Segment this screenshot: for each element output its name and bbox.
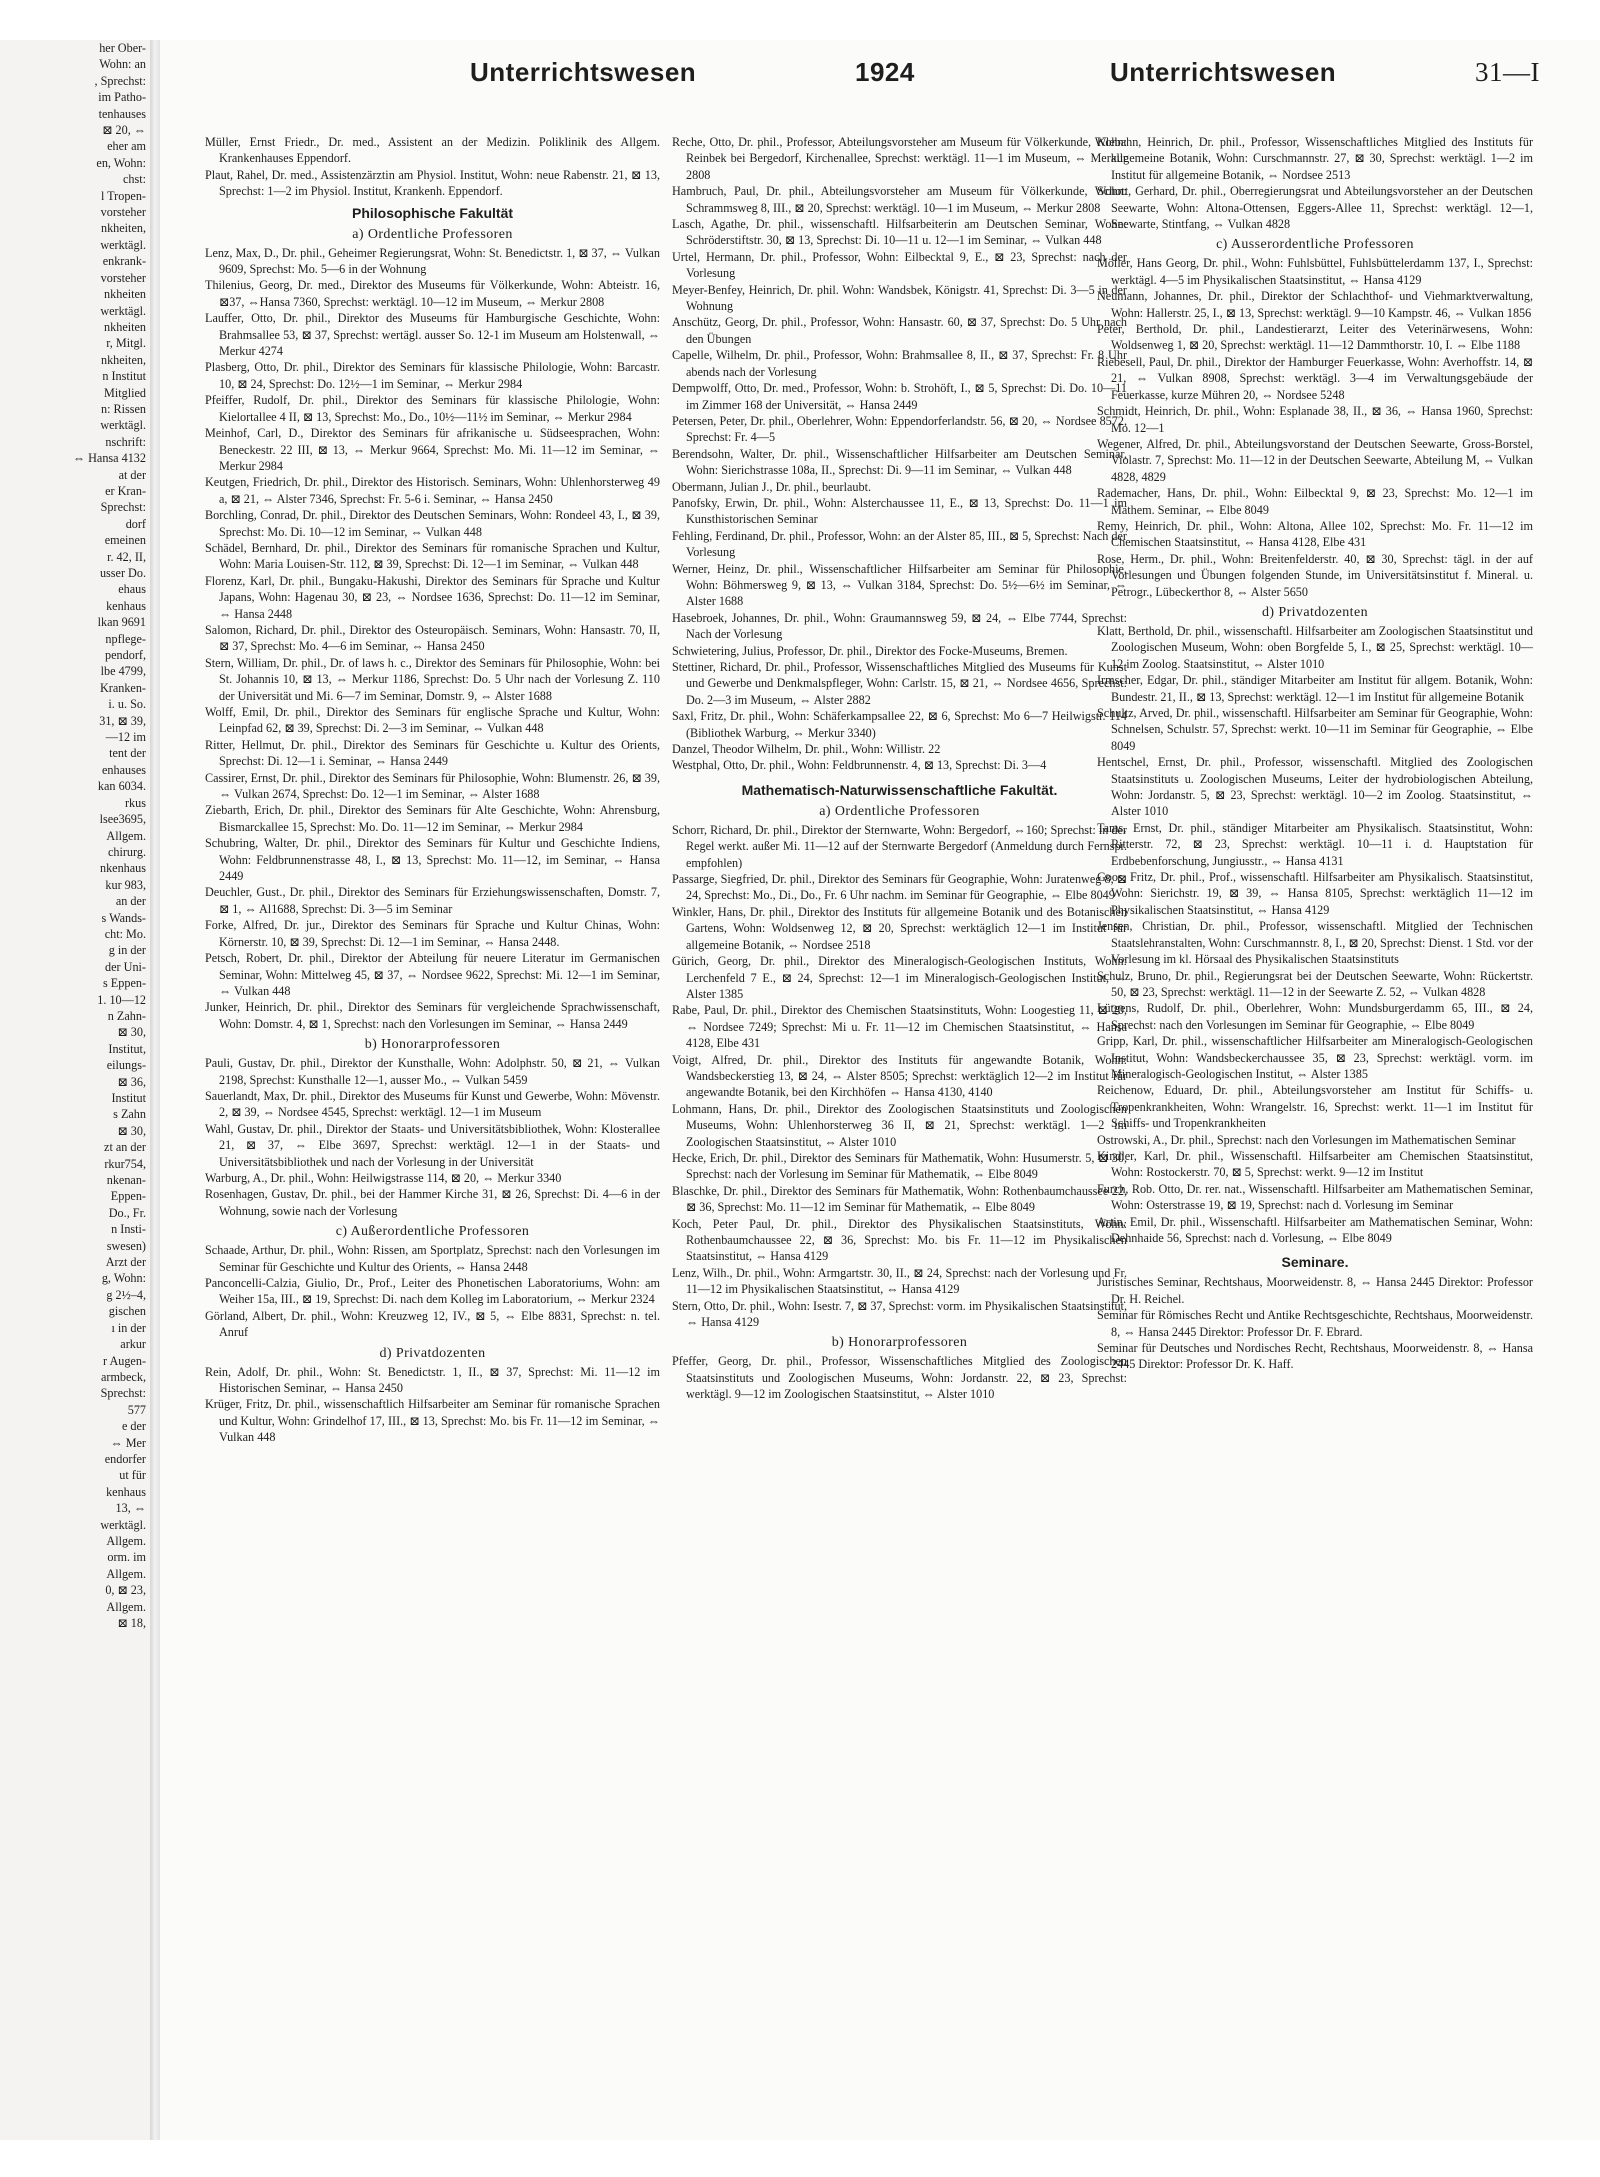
adjacent-page-fragment: her Ober- xyxy=(99,41,146,55)
directory-entry: Hecke, Erich, Dr. phil., Direktor des Seminars für Mathematik, Wohn: Husumerstr. 5, ⊠ 30, Sprechst: nach der Vorlesung im Seminar für Mathematik, ⇔ Elbe 8049 xyxy=(672,1150,1127,1182)
adjacent-page-fragment: arkur xyxy=(120,1337,146,1352)
adjacent-page-fragment: Allgem. xyxy=(106,1599,146,1614)
directory-entry: Krüger, Fritz, Dr. phil., wissenschaftlich Hilfsarbeiter am Seminar für romanische Sprachen und Kultur, Wohn: Grindelhof 17, III., ⊠ 13, Sprechst: Mo. bis Fr. 11—12 im Seminar, ⇔ Vulkan 448 xyxy=(205,1397,660,1445)
directory-entry: Lenz, Wilh., Dr. phil., Wohn: Armgartstr. 30, II., ⊠ 24, Sprechst: nach der Vorlesung und Fr. 11—12 im Physikalischen Staatsinstitut, ⇔ Hansa 4129 xyxy=(672,1265,1127,1297)
directory-entry: Schultz, Arved, Dr. phil., wissenschaftl. Hilfsarbeiter am Seminar für Geographie, Wohn: Schnelsen, Schulstr. 57, Sprechst: werkt. 10—11 im Seminar für Geographie, ⇔ Elbe 8049 xyxy=(1097,706,1533,753)
adjacent-page-fragment: ehaus xyxy=(118,582,146,597)
directory-entry: Görland, Albert, Dr. phil., Wohn: Kreuzweg 12, IV., ⊠ 5, ⇔ Elbe 8831, Sprechst: n. tel. Anruf xyxy=(205,1308,660,1340)
section-heading: d) Privatdozenten xyxy=(1262,604,1368,620)
directory-entry: Hentschel, Ernst, Dr. phil., Professor, wissenschaftl. Mitglied des Zoologischen Staatsinstituts u. Zoologischen Museums, Leiter der hydrobiologischen Abteilung, Wohn: Jordanstr. 5, ⊠ 23, Sprechst: werktägl. 10—2 im Zoolog. Staatsinstitut, ⇔ Alster 1010 xyxy=(1097,755,1533,819)
adjacent-page-fragment: ı in der xyxy=(111,1320,146,1335)
section-heading: c) Ausserordentliche Professoren xyxy=(1216,237,1414,253)
adjacent-page-fragment: nkenan- xyxy=(106,1173,146,1188)
adjacent-page-fragment: lkan 9691 xyxy=(97,615,146,630)
directory-entry: Müller, Ernst Friedr., Dr. med., Assistent an der Medizin. Poliklinik des Allgem. Krankenhauses Eppendorf. xyxy=(205,135,660,166)
directory-entry: Ritter, Hellmut, Dr. phil., Direktor des Seminars für Geschichte u. Kultur des Orients, Sprechst: Di. 12—1 i. Seminar, ⇔ Hansa 2449 xyxy=(205,737,660,769)
directory-entry: Salomon, Richard, Dr. phil., Direktor des Osteuropäisch. Seminars, Wohn: Hansastr. 70, II, ⊠ 37, Sprechst: Mo. 4—6 im Seminar, ⇔ Hansa 2450 xyxy=(205,622,660,654)
directory-entry: Schmidt, Heinrich, Dr. phil., Wohn: Esplanade 38, II., ⊠ 36, ⇔ Hansa 1960, Sprechst: Mo. 12—1 xyxy=(1097,404,1533,435)
section-heading: a) Ordentliche Professoren xyxy=(352,226,513,242)
directory-entry: Plaut, Rahel, Dr. med., Assistenzärztin am Physiol. Institut, Wohn: neue Rabenstr. 21, ⊠ 13, Sprechst: 1—2 im Physiol. Institut, Krankenh. Eppendorf. xyxy=(205,167,660,199)
adjacent-page-fragment: 13, ⇔ xyxy=(115,1501,146,1516)
directory-entry: Meinhof, Carl, D., Direktor des Seminars für afrikanische u. Südseesprachen, Wohn: Beneckestr. 22 III, ⊠ 13, ⇔ Merkur 9664, Sprechst: Mo. Mi. 11—12 im Seminar, ⇔ Merkur 2984 xyxy=(205,426,660,473)
directory-entry: Danzel, Theodor Wilhelm, Dr. phil., Wohn: Willistr. 22 xyxy=(672,742,941,757)
adjacent-page-fragment: ⇔ Hansa 4132 xyxy=(72,451,146,466)
adjacent-page-fragment: r Augen- xyxy=(103,1353,146,1368)
adjacent-page-fragment: n: Rissen xyxy=(100,401,146,416)
directory-entry: Koch, Peter Paul, Dr. phil., Direktor des Physikalischen Staatsinstituts, Wohn: Rothenbaumchaussee 22, ⊠ 36, Sprechst: Mo. bis Fr. 11—12 im Physikalischen Staatsinstitut, ⇔ Hansa 4129 xyxy=(672,1216,1127,1264)
adjacent-page-fragment: e der xyxy=(121,1419,146,1434)
directory-entry: Schorr, Richard, Dr. phil., Direktor der Sternwarte, Wohn: Bergedorf, ⇔160; Sprechst: in der Regel werkt. außer Mi. 11—12 auf der Sternwarte Bergedorf (Anmeldung durch Fernspr. empfohlen) xyxy=(672,822,1127,870)
directory-entry: Hambruch, Paul, Dr. phil., Abteilungsvorsteher am Museum für Völkerkunde, Wohn: Schrammsweg 8, III., ⊠ 20, Sprechst: werktägl. 10—1 im Museum, ⇔ Merkur 2808 xyxy=(672,184,1127,215)
adjacent-page-fragment: werktägl. xyxy=(100,418,146,433)
adjacent-page-fragment: n Zahn- xyxy=(107,1008,146,1023)
adjacent-page-fragment: , Sprechst: xyxy=(94,73,146,88)
adjacent-page-fragment: eher am xyxy=(107,139,146,154)
directory-entry: Florenz, Karl, Dr. phil., Bungaku-Hakushi, Direktor des Seminars für Sprache und Kultur Japans, Wohn: Hagenau 30, ⊠ 23, ⇔ Nordsee 1636, Sprechst: Do. 11—12 im Seminar, ⇔ Hansa 2448 xyxy=(205,573,660,621)
directory-entry: Furch, Rob. Otto, Dr. rer. nat., Wissenschaftl. Hilfsarbeiter am Mathematischen Seminar, Wohn: Osterstrasse 19, ⊠ 19, Sprechst: nach d. Vorlesung im Seminar xyxy=(1097,1181,1533,1213)
running-header-left: Unterrichtswesen xyxy=(470,57,697,87)
adjacent-page-fragment: s Eppen- xyxy=(103,976,146,991)
directory-entry: Möller, Hans Georg, Dr. phil., Wohn: Fuhlsbüttel, Fuhlsbüttelerdamm 137, I., Sprechst: werktägl. 4—5 im Physikalischen Staatsinstitut, ⇔ Hansa 4129 xyxy=(1097,256,1533,287)
directory-entry: Ziebarth, Erich, Dr. phil., Direktor des Seminars für Alte Geschichte, Wohn: Ahrensburg, Bismarckallee 15, Sprechst: Mo. Do. 11—12 im Seminar, ⇔ Merkur 2984 xyxy=(205,803,660,834)
directory-entry: Sauerlandt, Max, Dr. phil., Direktor des Museums für Kunst und Gewerbe, Wohn: Mövenstr. 2, ⊠ 39, ⇔ Nordsee 4545, Sprechst: werktägl. 12—1 im Museum xyxy=(205,1088,660,1120)
adjacent-page-fragment: armbeck, xyxy=(100,1369,146,1384)
directory-entry: Gripp, Karl, Dr. phil., wissenschaftlicher Hilfsarbeiter am Mineralogisch-Geologischen Institut, Wohn: Wandsbeckerchaussee 35, ⊠ 23, Sprechst: werktägl. vorm. im Mineralogisch-Geologischen Institut, ⇔ Alster 1385 xyxy=(1097,1034,1533,1081)
adjacent-page-fragment: Allgem. xyxy=(106,1533,146,1548)
directory-entry: Lauffer, Otto, Dr. phil., Direktor des Museums für Hamburgische Geschichte, Wohn: Brahmsallee 53, ⊠ 37, Sprechst: wertägl. ausser So. 12-1 im Museum am Holstenwall, ⇔ Merkur 4274 xyxy=(205,311,660,359)
directory-entry: Keutgen, Friedrich, Dr. phil., Direktor des Historisch. Seminars, Wohn: Uhlenhorsterweg 49 a, ⊠ 21, ⇔ Alster 7346, Sprechst: Fr. 5-6 i. Seminar, ⇔ Hansa 2450 xyxy=(205,475,660,506)
adjacent-page-fragment: r. 42, II, xyxy=(107,549,146,564)
directory-entry: Stettiner, Richard, Dr. phil., Professor, Wissenschaftliches Mitglied des Museums für Kunst und Gewerbe und Denkmalspfleger, Wohn: Carlstr. 15, ⊠ 21, ⇔ Nordsee 4656, Sprechst: Do. 2—3 im Museum, ⇔ Alster 2882 xyxy=(672,660,1127,707)
adjacent-page-fragment: Allgem. xyxy=(106,1566,146,1581)
directory-entry: Petsch, Robert, Dr. phil., Direktor der Abteilung für neuere Literatur im Germanischen Seminar, Wohn: Mittelweg 45, ⊠ 37, ⇔ Nordsee 9622, Sprechst: Mi. 12—1 im Seminar, ⇔ Vulkan 448 xyxy=(205,951,660,998)
adjacent-page-fragment: enhauses xyxy=(102,762,146,777)
directory-entry: Capelle, Wilhelm, Dr. phil., Professor, Wohn: Brahmsallee 8, II., ⊠ 37, Sprechst: Fr. 8 Uhr abends nach der Vorlesung xyxy=(672,348,1127,379)
directory-entry: Riebesell, Paul, Dr. phil., Direktor der Hamburger Feuerkasse, Wohn: Averhoffstr. 14, ⊠ 21, ⇔ Vulkan 8908, Sprechst: werktägl. 3—4 im Verwaltungsgebäude der Feuerkasse, kurze Mühren 20, ⇔ Nordsee 5248 xyxy=(1097,354,1533,402)
adjacent-page-fragment: 31, ⊠ 39, xyxy=(99,713,146,728)
adjacent-page-fragment: werktägl. xyxy=(100,303,146,318)
adjacent-page-fragment: Arzt der xyxy=(105,1255,146,1270)
directory-entry: Schaade, Arthur, Dr. phil., Wohn: Rissen, am Sportplatz, Sprechst: nach den Vorlesungen im Seminar für Geschichte und Kultur des Orients, ⇔ Hansa 2448 xyxy=(205,1243,660,1274)
adjacent-page-fragment: chst: xyxy=(122,172,146,187)
adjacent-page-fragment: l Tropen- xyxy=(100,188,146,203)
directory-entry: Goos, Fritz, Dr. phil., Prof., wissenschaftl. Hilfsarbeiter am Physikalisch. Staatsinstitut, Wohn: Sierichstr. 19, ⊠ 39, ⇔ Hansa 8105, Sprechst: werktäglich 11—12 im Physikalischen Staatsinstitut, ⇔ Hansa 4129 xyxy=(1097,870,1533,917)
directory-entry: Reichenow, Eduard, Dr. phil., Abteilungsvorsteher am Institut für Schiffs- u. Tropenkrankheiten, Wohn: Wrangelstr. 16, Sprechst: werkt. 11—1 im Institut für Schiffs- und Tropenkrankheiten xyxy=(1097,1083,1533,1131)
directory-entry: Meyer-Benfey, Heinrich, Dr. phil. Wohn: Wandsbek, Königstr. 41, Sprechst: Di. 3—5 in der Wohnung xyxy=(672,282,1127,314)
directory-entry: Gürich, Georg, Dr. phil., Direktor des Mineralogisch-Geologischen Instituts, Wohn: Lerchenfeld 7 E., ⊠ 24, Sprechst: 12—1 im Mineralogisch-Geologischen Institut, ⇔ Alster 1385 xyxy=(672,954,1127,1001)
adjacent-page-fragment: Kranken- xyxy=(99,680,146,695)
adjacent-page-fragment: n Insti- xyxy=(111,1222,146,1237)
adjacent-page-fragment: n Institut xyxy=(102,369,146,384)
directory-entry: Seminar für Deutsches und Nordisches Recht, Rechtshaus, Moorweidenstr. 8, ⇔ Hansa 2445 Direktor: Professor Dr. K. Haff. xyxy=(1097,1341,1533,1372)
adjacent-page-fragment: dorf xyxy=(125,516,146,531)
directory-entry: Jensen, Christian, Dr. phil., Professor, wissenschaftl. Mitglied der Technischen Staatslehranstalten, Wohn: Curschmannstr. 8, I., ⊠ 20, Sprechst: Dienst. 1 Std. vor der Vorlesung im kl. Hörsaal des Physikalischen Staatsinstituts xyxy=(1097,919,1533,967)
section-heading: a) Ordentliche Professoren xyxy=(819,803,980,819)
adjacent-page-fragment: nkheiten xyxy=(104,287,146,302)
directory-entry: Thilenius, Georg, Dr. med., Direktor des Museums für Völkerkunde, Wohn: Abteistr. 16, ⊠37, ⇔Hansa 7360, Sprechst: werktägl. 10—12 im Museum, ⇔ Merkur 2808 xyxy=(205,278,660,309)
directory-entry: Schwietering, Julius, Professor, Dr. phil., Direktor des Focke-Museums, Bremen. xyxy=(672,643,1068,658)
directory-entry: Werner, Heinz, Dr. phil., Wissenschaftlicher Hilfsarbeiter am Seminar für Philosophie, Wohn: Böhmersweg 9, ⊠ 13, ⇔ Vulkan 3184, Sprechst: Do. 5½—6½ im Seminar, ⇔ Alster 1688 xyxy=(672,561,1127,609)
adjacent-page-fragment: s Zahn xyxy=(113,1107,146,1122)
adjacent-page-fragment: nkheiten xyxy=(104,319,146,334)
directory-entry: Hasebroek, Johannes, Dr. phil., Wohn: Graumannsweg 59, ⊠ 24, ⇔ Elbe 7744, Sprechst: Nach der Vorlesung xyxy=(672,610,1127,642)
adjacent-page-fragment: kenhaus xyxy=(106,1484,146,1499)
adjacent-page-fragment: nkheiten, xyxy=(100,221,146,236)
adjacent-page-fragment: at der xyxy=(118,467,146,482)
adjacent-page-fragment: g 2½–4, xyxy=(106,1287,146,1302)
adjacent-page-fragment: 0, ⊠ 23, xyxy=(105,1583,146,1598)
section-heading: Philosophische Fakultät xyxy=(351,204,514,221)
section-heading: d) Privatdozenten xyxy=(379,1345,486,1361)
directory-entry: Borchling, Conrad, Dr. phil., Direktor des Deutschen Seminars, Wohn: Rondeel 43, I., ⊠ 39, Sprechst: Mo. Di. 10—12 im Seminar, ⇔ Vulkan 448 xyxy=(205,508,660,539)
adjacent-page-fragment: g, Wohn: xyxy=(101,1271,146,1286)
directory-entry: Stern, William, Dr. phil., Dr. of laws h. c., Direktor des Seminars für Philosophie, Wohn: bei St. Johannis 10, ⊠ 13, ⇔ Merkur 1186, Sprechst: Do. 5 Uhr nach der Vorlesung Z. 110 der Universität und Mi. 6—7 im Seminar, Domstr. 9, ⇔ Alster 1688 xyxy=(205,655,660,703)
directory-entry: Deuchler, Gust., Dr. phil., Direktor des Seminars für Erziehungswissenschaften, Domstr. 7, ⊠ 1, ⇔ Al1688, Sprechst: Di. 3—5 im Seminar xyxy=(205,885,660,916)
adjacent-page-fragment: eilungs- xyxy=(106,1058,146,1073)
directory-entry: Winkler, Hans, Dr. phil., Direktor des Instituts für allgemeine Botanik und des Botanischen Gartens, Wohn: Woldsenweg 12, ⊠ 20, Sprechst: werktäglich 12—1 im Institut für allgemeine Botanik, ⇔ Nordsee 2518 xyxy=(672,904,1127,952)
directory-entry: Reche, Otto, Dr. phil., Professor, Abteilungsvorsteher am Museum für Völkerkunde, Wohn: Reinbek bei Bergedorf, Kirchenallee, Sprechst: werktägl. 11—1 im Museum, ⇔ Merkur 2808 xyxy=(672,135,1127,182)
adjacent-page-fragment: vorsteher xyxy=(100,270,146,285)
directory-entry: Lasch, Agathe, Dr. phil., wissenschaftl. Hilfsarbeiterin am Deutschen Seminar, Wohn: Schröderstiftstr. 30, ⊠ 13, Sprechst: Di. 10—11 u. 12—1 im Seminar, ⇔ Vulkan 448 xyxy=(672,217,1127,248)
directory-entry: Remy, Heinrich, Dr. phil., Wohn: Altona, Allee 102, Sprechst: Mo. Fr. 11—12 im Chemischen Staatsinstitut, ⇔ Hansa 4128, Elbe 431 xyxy=(1097,518,1533,550)
adjacent-page-fragment: nkheiten, xyxy=(100,352,146,367)
section-heading: b) Honorarprofessoren xyxy=(831,1335,968,1351)
adjacent-page-fragment: ⊠ 30, xyxy=(117,1025,146,1040)
adjacent-page-fragment: werktägl. xyxy=(100,237,146,252)
adjacent-page-fragment: ⊠ 36, xyxy=(117,1074,146,1089)
adjacent-page-fragment: 1. 10—12 xyxy=(97,992,146,1007)
adjacent-page-fragment: ⊠ 18, xyxy=(117,1616,146,1630)
adjacent-page-fragment: er Kran- xyxy=(105,483,146,498)
directory-entry: Berendsohn, Walter, Dr. phil., Wissenschaftlicher Hilfsarbeiter am Deutschen Seminar, Wohn: Sierichstrasse 108a, II., Sprechst: Di. 9—11 im Seminar, ⇔ Vulkan 448 xyxy=(672,446,1127,478)
directory-entry: Plasberg, Otto, Dr. phil., Direktor des Seminars für klassische Philologie, Wohn: Barcastr. 10, ⊠ 24, Sprechst: Do. 12½—1 im Seminar, ⇔ Merkur 2984 xyxy=(205,360,660,391)
directory-entry: Rose, Herm., Dr. phil., Wohn: Breitenfelderstr. 40, ⊠ 30, Sprechst: tägl. in der auf Vorlesungen und Übungen folgenden Stunde, im Universitätsinstitut f. Mineral. u. Petrogr., Lübeckerthor 8, ⇔ Alster 5650 xyxy=(1097,551,1533,599)
adjacent-page-fragment: 577 xyxy=(127,1402,146,1417)
adjacent-page-fragment: nkenhaus xyxy=(99,861,146,876)
adjacent-page-fragment: cht: Mo. xyxy=(104,926,146,941)
directory-entry: Panofsky, Erwin, Dr. phil., Wohn: Alsterchaussee 11, E., ⊠ 13, Sprechst: Do. 11—1 im Kunsthistorischen Seminar xyxy=(672,495,1127,527)
directory-entry: Rabe, Paul, Dr. phil., Direktor des Chemischen Staatsinstituts, Wohn: Loogestieg 11, ⊠ 20, ⇔ Nordsee 7249; Sprechst: Mi u. Fr. 11—12 im Chemischen Staatsinstitut, ⇔ Hansa 4128, Elbe 431 xyxy=(672,1003,1127,1051)
directory-entry: Westphal, Otto, Dr. phil., Wohn: Feldbrunnenstr. 4, ⊠ 13, Sprechst: Di. 3—4 xyxy=(672,758,1047,773)
directory-entry: Rademacher, Hans, Dr. phil., Wohn: Eilbecktal 9, ⊠ 23, Sprechst: Mo. 12—1 im Mathem. Seminar, ⇔ Elbe 8049 xyxy=(1097,486,1533,517)
text-column-3 xyxy=(1097,134,1533,1373)
adjacent-page-fragment: enkrank- xyxy=(102,254,146,269)
adjacent-page-fragment: —12 im xyxy=(105,730,146,745)
adjacent-page-fragment: Do., Fr. xyxy=(108,1205,146,1220)
directory-entry: Kindler, Karl, Dr. phil., Wissenschaftl. Hilfsarbeiter am Chemischen Staatsinstitut, Wohn: Rostockerstr. 70, ⊠ 5, Sprechst: werkt. 9—12 im Institut xyxy=(1097,1148,1533,1180)
directory-entry: Klatt, Berthold, Dr. phil., wissenschaftl. Hilfsarbeiter am Zoologischen Staatsinstitut und Zoologischen Museum, Wohn: oben Borgfelde 5, I., ⊠ 25, Sprechst: werktägl. 10—12 im Zoolog. Staatsinstitut, ⇔ Alster 1010 xyxy=(1097,623,1533,671)
directory-entry: Schott, Gerhard, Dr. phil., Oberregierungsrat und Abteilungsvorsteher an der Deutschen Seewarte, Wohn: Altona-Ottensen, Eggers-Allee 11, Sprechst: werktägl. 12—1, Seewarte, Stintfang, ⇔ Vulkan 4828 xyxy=(1097,184,1533,232)
adjacent-page-fragment: kenhaus xyxy=(106,598,146,613)
adjacent-page-fragment: Sprechst: xyxy=(100,1386,146,1401)
adjacent-page-fragment: an der xyxy=(115,894,146,909)
directory-entry: Petersen, Peter, Dr. phil., Oberlehrer, Wohn: Eppendorferlandstr. 56, ⊠ 20, ⇔ Nordsee 8572, Sprechst: Fr. 4—5 xyxy=(672,413,1127,445)
adjacent-page-fragment: Mitglied xyxy=(104,385,146,400)
directory-entry: Lütgens, Rudolf, Dr. phil., Oberlehrer, Wohn: Mundsburgerdamm 65, III., ⊠ 24, Sprechst: nach den Vorlesungen im Seminar für Geographie, ⇔ Elbe 8049 xyxy=(1097,1001,1533,1032)
directory-entry: Blaschke, Dr. phil., Direktor des Seminars für Mathematik, Wohn: Rothenbaumchaussee 22, ⊠ 36, Sprechst: Mo. 11—12 im Seminar für Mathematik, ⇔ Elbe 8049 xyxy=(672,1183,1127,1215)
adjacent-page-fragment: en, Wohn: xyxy=(96,155,146,170)
section-heading: Mathematisch-Naturwissenschaftliche Fakultät. xyxy=(741,781,1058,798)
directory-entry: Pauli, Gustav, Dr. phil., Direktor der Kunsthalle, Wohn: Adolphstr. 50, ⊠ 21, ⇔ Vulkan 2198, Sprechst: Kunsthalle 12—1, ausser Mo., ⇔ Vulkan 5459 xyxy=(205,1056,660,1087)
directory-entry: Rosenhagen, Gustav, Dr. phil., bei der Hammer Kirche 31, ⊠ 26, Sprechst: Di. 4—6 in der Wohnung, sowie nach der Vorlesung xyxy=(205,1187,660,1218)
adjacent-page-fragment: ⇔ Mer xyxy=(110,1435,146,1450)
adjacent-page-fragment: g in der xyxy=(108,943,146,958)
section-heading: b) Honorarprofessoren xyxy=(364,1037,501,1053)
directory-entry: Lohmann, Hans, Dr. phil., Direktor des Zoologischen Staatsinstituts und Zoologischen Museums, Wohn: Uhlenhorsterweg 36 II, ⊠ 21, Sprechst: werktägl. 1—2 im Zoologischen Staatsinstitut, ⇔ Alster 1010 xyxy=(672,1101,1127,1149)
directory-entry: Pfeffer, Georg, Dr. phil., Professor, Wissenschaftliches Mitglied des Zoologischen Staatsinstituts und Zoologischen Museums, Wohn: Jordanstr. 22, ⊠ 23, Sprechst: werktägl. 9—12 im Zoologischen Staatsinstitut, ⇔ Alster 1010 xyxy=(672,1354,1127,1402)
adjacent-page-fragment: chirurg. xyxy=(107,844,146,859)
directory-entry: Schulz, Bruno, Dr. phil., Regierungsrat bei der Deutschen Seewarte, Wohn: Rückertstr. 50, ⊠ 23, Sprechst: werktägl. 11—12 in der Seewarte Z. 52, ⇔ Vulkan 4828 xyxy=(1097,968,1533,999)
directory-entry: Rein, Adolf, Dr. phil., Wohn: St. Benedictstr. 1, II., ⊠ 37, Sprechst: Mi. 11—12 im Historischen Seminar, ⇔ Hansa 2450 xyxy=(205,1364,660,1396)
directory-entry: Stern, Otto, Dr. phil., Wohn: Isestr. 7, ⊠ 37, Sprechst: vorm. im Physikalischen Staatsinstitut, ⇔ Hansa 4129 xyxy=(672,1298,1127,1330)
adjacent-page-fragment: r, Mitgl. xyxy=(106,336,146,351)
adjacent-page-fragment: Wohn: an xyxy=(99,57,146,72)
directory-entry: Schubring, Walter, Dr. phil., Direktor des Seminars für Kultur und Geschichte Indiens, Wohn: Feldbrunnenstrasse 48, I., ⊠ 13, Sprechst: Mo. 11—12, im Seminar, ⇔ Hansa 2449 xyxy=(205,836,660,884)
directory-entry: Artin, Emil, Dr. phil., Wissenschaftl. Hilfsarbeiter am Mathematischen Seminar, Wohn: Dehnhaide 56, Sprechst: nach d. Vorlesung, ⇔ Elbe 8049 xyxy=(1097,1214,1533,1245)
adjacent-page-fragment: s Wands- xyxy=(101,910,146,925)
page-gutter xyxy=(150,40,160,2140)
section-heading: c) Außerordentliche Professoren xyxy=(335,1224,530,1240)
directory-entry: Junker, Heinrich, Dr. phil., Direktor des Seminars für vergleichende Sprachwissenschaft, Wohn: Domstr. 4, ⊠ 1, Sprechst: nach den Vorlesungen im Seminar, ⇔ Hansa 2449 xyxy=(205,1000,660,1031)
directory-entry: Irmscher, Edgar, Dr. phil., ständiger Mitarbeiter am Institut für allgem. Botanik, Wohn: Bundestr. 21, II., ⊠ 13, Sprechst: werktägl. 12—1 im Institut für allgemeine Botanik xyxy=(1097,673,1533,704)
adjacent-page-fragment: gischen xyxy=(108,1304,146,1319)
directory-entry: Tams, Ernst, Dr. phil., ständiger Mitarbeiter am Physikalisch. Staatsinstitut, Wohn: Ritterstr. 72, ⊠ 23, Sprechst: werktägl. 10—11 i. d. Hauptstation für Erdbebenforschung, Jungiusstr., ⇔ Hansa 4131 xyxy=(1097,820,1533,868)
text-column-1 xyxy=(205,134,660,1446)
adjacent-page-fragment: Sprechst: xyxy=(100,500,146,515)
adjacent-page-fragment: ⊠ 20, ⇔ xyxy=(102,123,146,138)
adjacent-page-fragment: i. u. So. xyxy=(108,697,146,712)
text-column-2 xyxy=(672,134,1127,1403)
directory-entry: Saxl, Fritz, Dr. phil., Wohn: Schäferkampsallee 22, ⊠ 6, Sprechst: Mo 6—7 Heilwigstr. 114 (Bibliothek Warburg, ⇔ Merkur 3340) xyxy=(672,709,1127,740)
directory-entry: Peter, Berthold, Dr. phil., Landestierarzt, Leiter des Veterinärwesens, Wohn: Woldsenweg 1, ⊠ 20, Sprechst: werktägl. 11—12 Dammthorstr. 10, I. ⇔ Elbe 1188 xyxy=(1097,322,1533,353)
directory-entry: Warburg, A., Dr. phil., Wohn: Heilwigstrasse 114, ⊠ 20, ⇔ Merkur 3340 xyxy=(205,1170,562,1185)
adjacent-page-fragment: tenhauses xyxy=(98,106,146,121)
directory-entry: Anschütz, Georg, Dr. phil., Professor, Wohn: Hansastr. 60, ⊠ 37, Sprechst: Do. 5 Uhr nach den Übungen xyxy=(672,315,1127,346)
adjacent-page-fragment: Allgem. xyxy=(106,828,146,843)
adjacent-page-fragment: zt an der xyxy=(104,1140,146,1155)
running-header-year: 1924 xyxy=(855,57,915,87)
directory-entry: Wegener, Alfred, Dr. phil., Abteilungsvorstand der Deutschen Seewarte, Gross-Borstel, Violastr. 7, Sprechst: Mo. 11—12 in der Deutschen Seewarte, Abteilung M, ⇔ Vulkan 4828, 4829 xyxy=(1097,436,1533,484)
directory-entry: Wolff, Emil, Dr. phil., Direktor des Seminars für englische Sprache und Kultur, Wohn: Leinpfad 62, ⊠ 39, Sprechst: Di. 2—3 im Seminar, ⇔ Vulkan 448 xyxy=(205,705,660,736)
adjacent-page-fragment: Institut, xyxy=(108,1041,146,1056)
adjacent-page-fragment: werktägl. xyxy=(100,1517,146,1532)
directory-entry: Seminar für Römisches Recht und Antike Rechtsgeschichte, Rechtshaus, Moorweidenstr. 8, ⇔ Hansa 2445 Direktor: Professor Dr. F. Ebrard. xyxy=(1097,1308,1533,1339)
directory-entry: Urtel, Hermann, Dr. phil., Professor, Wohn: Eilbecktal 9, E., ⊠ 23, Sprechst: nach der Vorlesung xyxy=(672,249,1127,281)
directory-entry: Schädel, Bernhard, Dr. phil., Direktor des Seminars für romanische Sprachen und Kultur, Wohn: Maria Louisen-Str. 112, ⊠ 39, Sprechst: Di. 12—1 im Seminar, ⇔ Vulkan 448 xyxy=(205,540,660,572)
adjacent-page-fragment: Institut xyxy=(111,1091,146,1105)
running-header-right: Unterrichtswesen xyxy=(1110,57,1337,87)
adjacent-page-fragment: nschrift: xyxy=(105,434,146,449)
adjacent-page-fragment: emeinen xyxy=(104,533,146,548)
directory-entry: Pfeiffer, Rudolf, Dr. phil., Direktor des Seminars für klassische Philologie, Wohn: Kielortallee 4 II, ⊠ 13, Sprechst: Mo., Do., 10½—11½ im Seminar, ⇔ Merkur 2984 xyxy=(205,393,660,424)
adjacent-page-fragment: ⊠ 30, xyxy=(117,1123,146,1138)
directory-entry: Ostrowski, A., Dr. phil., Sprechst: nach den Vorlesungen im Mathematischen Seminar xyxy=(1097,1132,1516,1147)
adjacent-page-fragment: kur 983, xyxy=(105,877,146,892)
directory-entry: Voigt, Alfred, Dr. phil., Direktor des Instituts für angewandte Botanik, Wohn: Wandsbeckerstieg 13, ⊠ 24, ⇔ Alster 8505; Sprechst: werktäglich 12—2 im Institut für angewandte Botanik, bei den Kirchhöfen ⇔ Hansa 4130, 4140 xyxy=(672,1052,1127,1100)
adjacent-page-fragment: pendorf, xyxy=(105,648,146,663)
directory-entry: Juristisches Seminar, Rechtshaus, Moorweidenstr. 8, ⇔ Hansa 2445 Direktor: Professor Dr. H. Reichel. xyxy=(1097,1275,1533,1306)
adjacent-page-fragment: usser Do. xyxy=(99,566,146,580)
directory-entry: Dempwolff, Otto, Dr. med., Professor, Wohn: b. Strohöft, I., ⊠ 5, Sprechst: Di. Do. 10—11 im Zimmer 168 der Universität, ⇔ Hansa 2449 xyxy=(672,381,1127,412)
directory-entry: Klebahn, Heinrich, Dr. phil., Professor, Wissenschaftliches Mitglied des Instituts für allgemeine Botanik, Wohn: Curschmannstr. 27, ⊠ 30, Sprechst: werktägl. 1—2 im Institut für allgemeine Botanik, ⇔ Nordsee 2513 xyxy=(1097,135,1533,182)
adjacent-page-fragment: ut für xyxy=(119,1468,146,1483)
adjacent-page-fragment: kan 6034. xyxy=(97,779,146,794)
adjacent-page-fragment: rkur754, xyxy=(104,1156,146,1171)
adjacent-page-fragment: tent der xyxy=(109,746,146,761)
adjacent-page-fragment: orm. im xyxy=(107,1550,146,1565)
adjacent-page-fragment: vorsteher xyxy=(100,205,146,220)
directory-entry: Forke, Alfred, Dr. jur., Direktor des Seminars für Sprache und Kultur Chinas, Wohn: Körnerstr. 10, ⊠ 39, Sprechst: Di. 12—1 im Seminar, ⇔ Hansa 2448. xyxy=(205,918,660,949)
directory-entry: Obermann, Julian J., Dr. phil., beurlaubt. xyxy=(672,479,872,494)
adjacent-page-fragment: endorfer xyxy=(104,1451,146,1466)
directory-entry: Cassirer, Ernst, Dr. phil., Direktor des Seminars für Philosophie, Wohn: Blumenstr. 26, ⊠ 39, ⇔ Vulkan 2674, Sprechst: Do. 12—1 im Seminar, ⇔ Alster 1688 xyxy=(205,770,660,802)
directory-entry: Passarge, Siegfried, Dr. phil., Direktor des Seminars für Geographie, Wohn: Juratenweg 8, ⊠ 24, Sprechst: Mo., Di., Do., Fr. 6 Uhr nachm. im Seminar für Geographie, ⇔ Elbe 8049 xyxy=(672,872,1127,903)
adjacent-page-fragment: im Patho- xyxy=(98,90,146,105)
page-number: 31—I xyxy=(1475,57,1540,87)
adjacent-page-fragment: Eppen- xyxy=(110,1189,146,1204)
section-heading: Seminare. xyxy=(1281,1254,1349,1271)
adjacent-page-fragment: swesen) xyxy=(106,1238,146,1253)
adjacent-page-fragment: npflege- xyxy=(105,631,146,646)
adjacent-page-fragment: rkus xyxy=(125,795,146,810)
directory-entry: Neumann, Johannes, Dr. phil., Direktor der Schlachthof- und Viehmarktverwaltung, Wohn: Hallerstr. 25, I., ⊠ 13, Sprechst: werktägl. 9—10 Kampstr. 46, ⇔ Vulkan 1856 xyxy=(1097,289,1533,320)
directory-entry: Fehling, Ferdinand, Dr. phil., Professor, Wohn: an der Alster 85, III., ⊠ 5, Sprechst: Nach der Vorlesung xyxy=(672,528,1127,560)
directory-entry: Wahl, Gustav, Dr. phil., Direktor der Staats- und Universitätsbibliothek, Wohn: Klosterallee 21, ⊠ 37, ⇔ Elbe 3697, Sprechst: werktägl. 12—1 in der Staats- und Universitätsbibliothek und nach der Vorlesung in der Universität xyxy=(205,1121,660,1169)
directory-entry: Lenz, Max, D., Dr. phil., Geheimer Regierungsrat, Wohn: St. Benedictstr. 1, ⊠ 37, ⇔ Vulkan 9609, Sprechst: Mo. 5—6 in der Wohnung xyxy=(205,245,660,277)
directory-entry: Panconcelli-Calzia, Giulio, Dr., Prof., Leiter des Phonetischen Laboratoriums, Wohn: am Weiher 15a, III., ⊠ 19, Sprechst: Di. nach dem Kolleg im Laboratorium, ⇔ Merkur 2324 xyxy=(205,1276,660,1307)
adjacent-page-fragment: der Uni- xyxy=(105,959,146,974)
adjacent-page-fragment: lsee3695, xyxy=(99,812,146,827)
adjacent-page-strip xyxy=(0,40,150,2140)
adjacent-page-fragment: lbe 4799, xyxy=(100,664,146,679)
